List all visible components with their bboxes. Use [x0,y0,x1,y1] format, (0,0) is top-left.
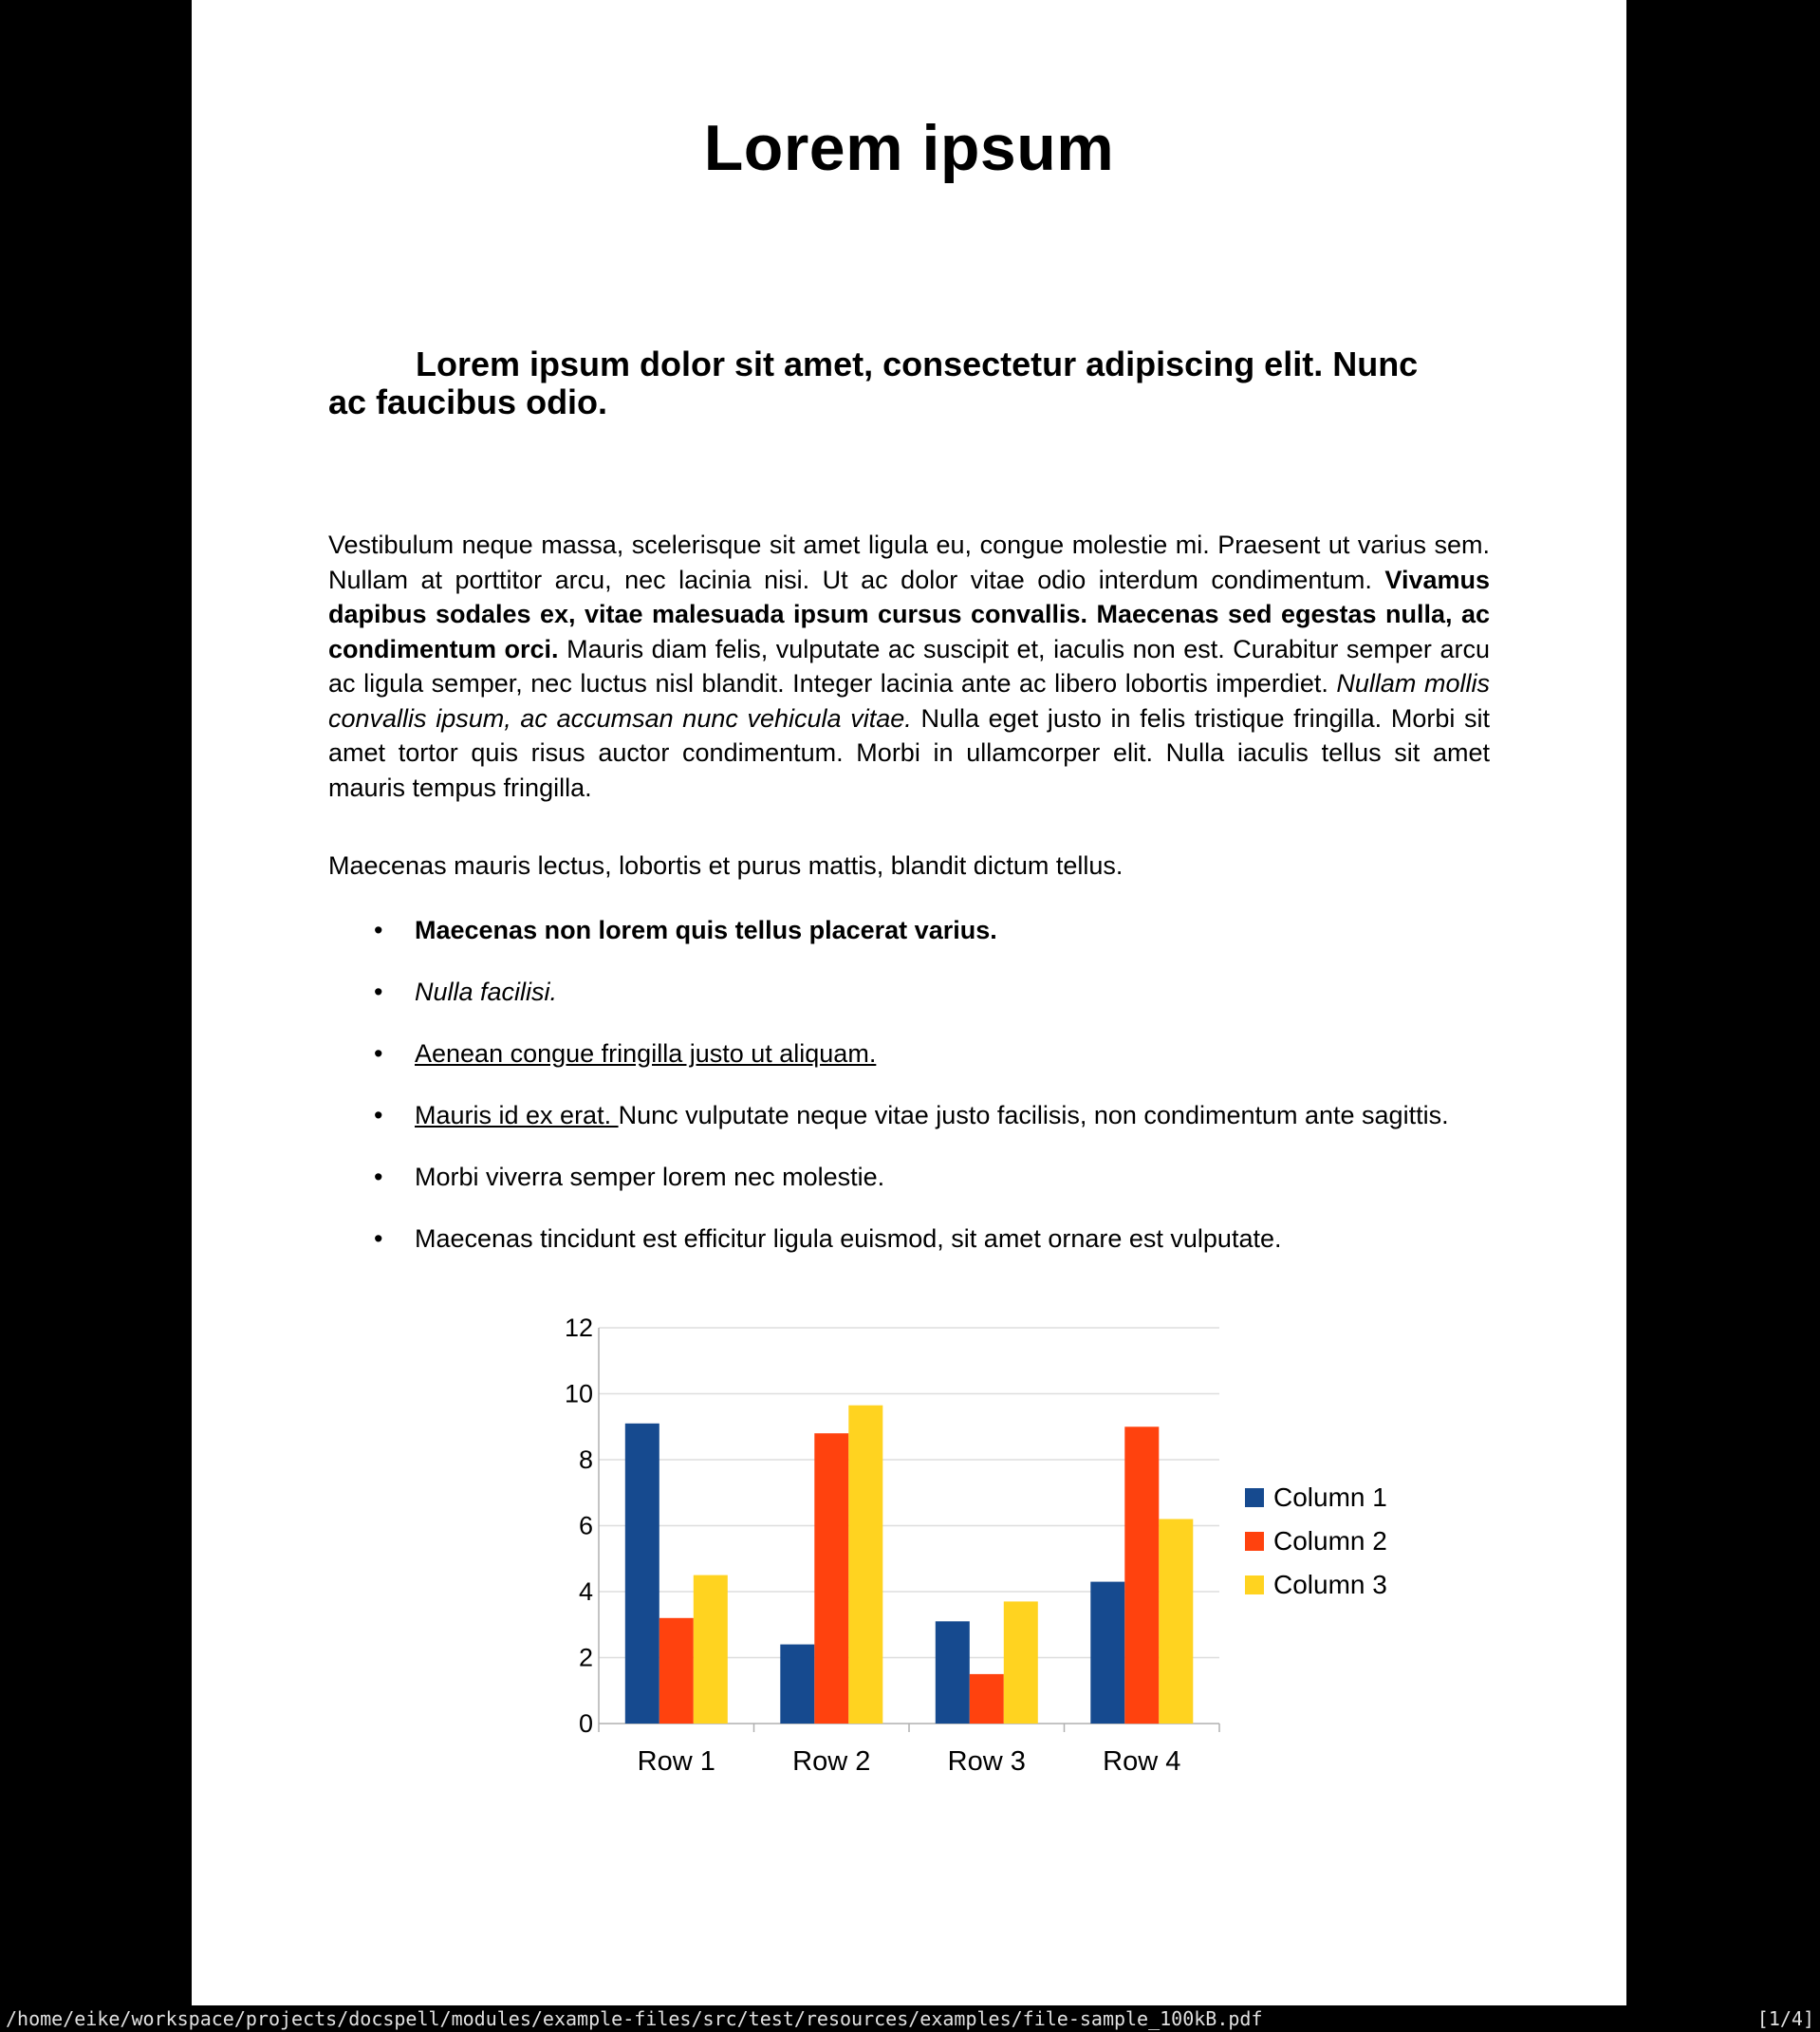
document-heading: Lorem ipsum dolor sit amet, consectetur adipiscing elit. Nunc ac faucibus odio. [328,345,1419,421]
text-segment-italic: Nullam mollis convallis ipsum, ac accumsan nunc vehicula vitae. [328,669,1490,733]
bar-row2-column3 [848,1405,882,1723]
bullet-item-3 [328,1035,1490,1072]
bar-row2-column2 [814,1433,848,1724]
text-segment-normal: Mauris diam felis, vulputate ac suscipit et, iaculis non est. Curabitur semper arcu ac ligula semper, nec luctus nisl blandit. Integer lacinia ante ac libero lobortis imperdiet. [328,634,1490,698]
bar-chart [399,1298,1423,1792]
bullet-item-2 [328,974,1490,1010]
document-content [328,110,1490,1792]
text-segment-underline: Mauris id ex erat. [415,1100,619,1129]
bar-row3-column3 [1004,1601,1038,1724]
y-tick-label-10: 10 [564,1379,593,1407]
paragraph-1 [328,528,1490,805]
text-segment-underline: Aenean congue fringilla justo ut aliquam. [415,1038,877,1068]
status-bar [0,2005,1820,2032]
text-segment-normal: Nulla eget justo in felis tristique fringilla. Morbi sit amet tortor quis risus auctor condimentum. Morbi in ullamcorper elit. Nulla iaculis tellus sit amet mauris tempus fringilla. [328,703,1491,802]
legend-swatch-3-icon [1245,1575,1264,1594]
y-tick-label-12: 12 [564,1313,593,1342]
y-tick-label-8: 8 [578,1445,593,1474]
text-segment-normal: Morbi viverra semper lorem nec molestie. [415,1162,885,1191]
bar-row4-column1 [1090,1581,1124,1723]
bar-row1-column1 [625,1423,659,1723]
x-category-label-3: Row 3 [947,1745,1026,1777]
legend-swatch-2-icon [1245,1532,1264,1551]
y-tick-label-2: 2 [578,1643,593,1671]
bullet-item-4 [328,1097,1490,1133]
text-segment-bold: Maecenas non lorem quis tellus placerat varius. [415,915,997,944]
legend-swatch-1-icon [1245,1488,1264,1507]
text-segment-normal: Vestibulum neque massa, scelerisque sit amet ligula eu, congue molestie mi. Praesent ut varius sem. Nullam at porttitor arcu, nec lacinia nisi. Ut ac dolor vitae odio interdum condimentum. [328,531,1490,594]
legend-label-2: Column 2 [1273,1525,1387,1556]
legend-label-3: Column 3 [1273,1569,1387,1599]
text-segment-italic: Nulla facilisi. [415,977,558,1006]
y-tick-label-6: 6 [578,1511,593,1539]
x-category-label-1: Row 1 [637,1745,715,1777]
bar-row3-column1 [936,1621,970,1724]
bar-row1-column2 [659,1617,694,1723]
legend-label-1: Column 1 [1273,1482,1387,1512]
text-segment-normal: Maecenas tincidunt est efficitur ligula euismod, sit amet ornare est vulputate. [415,1223,1282,1253]
paragraph-2: Maecenas mauris lectus, lobortis et purus mattis, blandit dictum tellus. [328,851,1124,880]
bar-row1-column3 [694,1575,728,1723]
bullet-item-6 [328,1221,1490,1257]
bar-row3-column2 [970,1673,1004,1723]
file-path: /home/eike/workspace/projects/docspell/modules/example-files/src/test/resources/examples/file-sample_100kB.pdf [6,2007,1263,2030]
x-category-label-2: Row 2 [792,1745,871,1777]
x-category-label-4: Row 4 [1103,1745,1181,1777]
bullet-list [328,912,1490,1257]
bar-row4-column2 [1124,1426,1159,1724]
bullet-item-5 [328,1159,1490,1195]
document-title: Lorem ipsum [703,112,1115,184]
text-segment-bold: Vivamus dapibus sodales ex, vitae malesuada ipsum cursus convallis. Maecenas sed egestas nulla, ac condimentum orci. [328,565,1490,663]
bar-row2-column1 [780,1644,814,1723]
page-indicator: [1/4] [1756,2007,1814,2030]
document-page [192,0,1626,2005]
bar-row4-column3 [1159,1519,1193,1724]
y-tick-label-0: 0 [578,1708,593,1738]
text-segment-normal: Nunc vulputate neque vitae justo facilisis, non condimentum ante sagittis. [618,1100,1449,1129]
bar-chart-figure [399,1298,1423,1792]
y-tick-label-4: 4 [578,1576,593,1606]
bullet-item-1 [328,912,1490,948]
